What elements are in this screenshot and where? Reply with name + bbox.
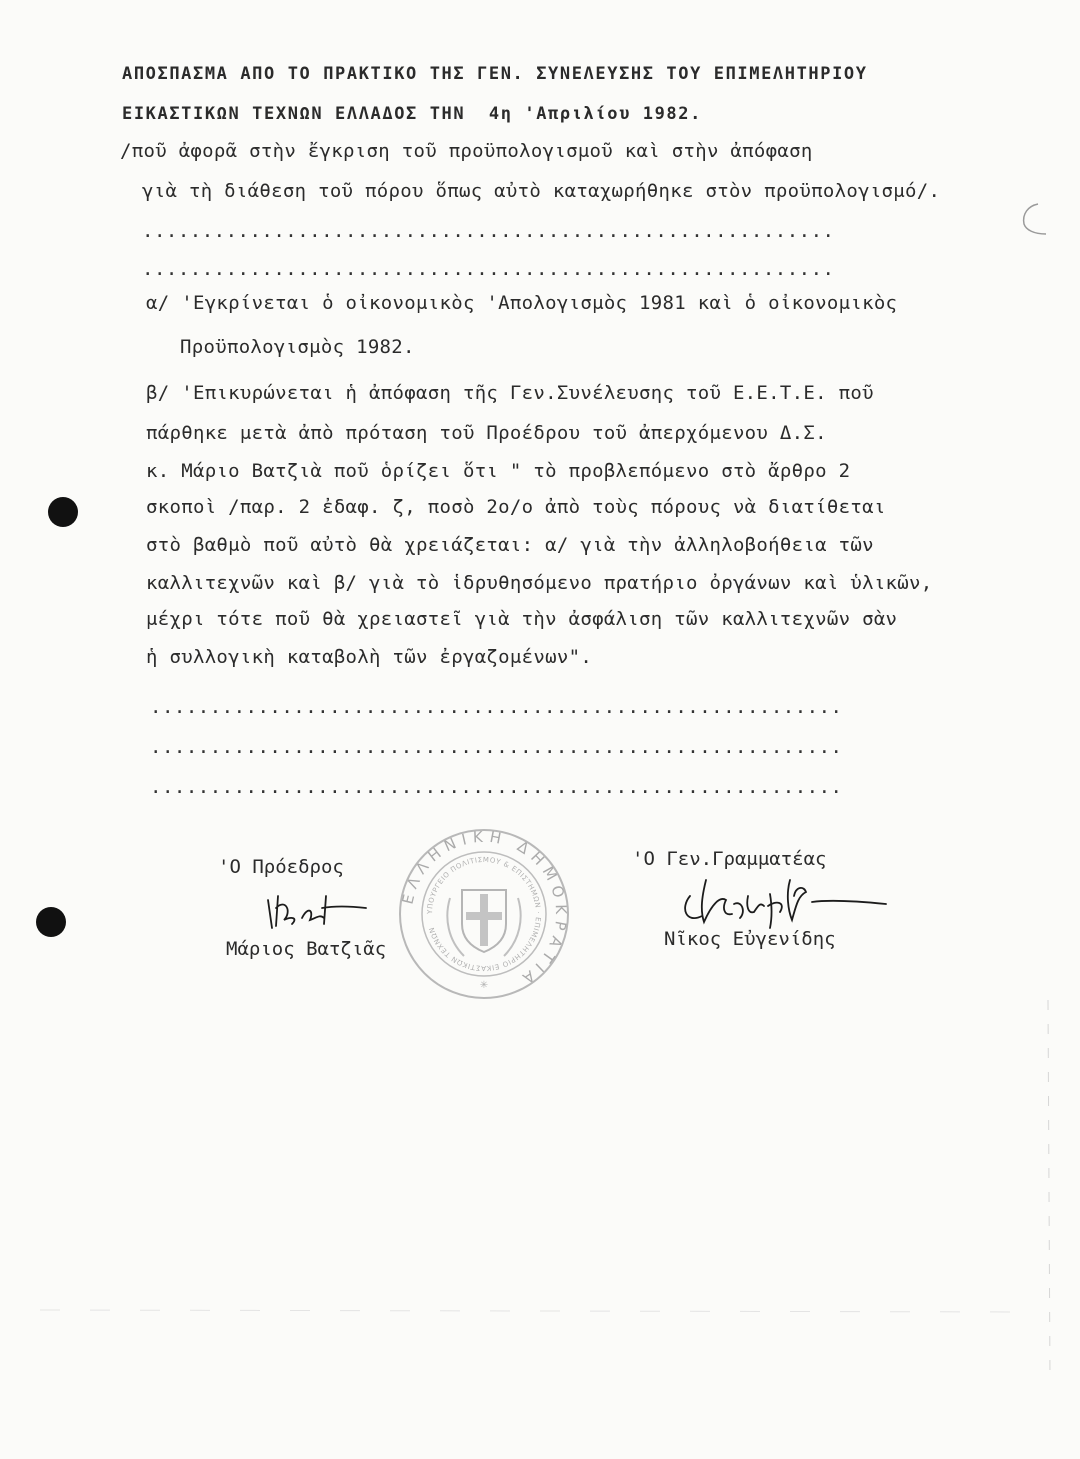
item-b-line-2: πάρθηκε μετὰ ἀπὸ πρόταση τοῦ Προέδρου τοῦ ἀπερχόμενου Δ.Σ. <box>146 422 827 444</box>
margin-mark <box>1040 1000 1060 1380</box>
president-name: Μάριος Βατζιᾶς <box>226 938 387 960</box>
punch-hole <box>48 497 78 527</box>
item-a-line-2: Προϋπολογισμὸς 1982. <box>180 336 415 358</box>
item-b-line-7: μέχρι τότε ποῦ θὰ χρειαστεῖ γιὰ τὴν ἀσφάλιση τῶν καλλιτεχνῶν σὰν <box>146 608 898 630</box>
header-line-1: ΑΠΟΣΠΑΣΜΑ ΑΠΟ ΤΟ ΠΡΑΚΤΙΚΟ ΤΗΣ ΓΕΝ. ΣΥΝΕΛΕΥΣΗΣ ΤΟΥ ΕΠΙΜΕΛΗΤΗΡΙΟΥ <box>122 64 868 84</box>
item-b-line-8: ἡ συλλογικὴ καταβολὴ τῶν ἐργαζομένων". <box>146 646 593 668</box>
margin-mark <box>1010 200 1050 240</box>
secretary-title: 'Ο Γεν.Γραμματέας <box>632 848 827 870</box>
item-b-line-6: καλλιτεχνῶν καὶ β/ γιὰ τὸ ἱδρυθησόμενο πρατήριο ὀργάνων καὶ ὑλικῶν, <box>146 572 933 594</box>
subject-line-1: /ποῦ ἀφορᾶ στὴν ἔγκριση τοῦ προϋπολογισμοῦ καὶ στὴν ἀπόφαση <box>120 140 813 162</box>
coat-of-arms-icon <box>447 890 520 956</box>
dotted-separator: .......................................................... <box>150 736 843 758</box>
secretary-name: Νῖκος Εὐγενίδης <box>664 928 836 950</box>
item-b-line-4: σκοποὶ /παρ. 2 ἐδαφ. ζ, ποσὸ 2ο/ο ἀπὸ τοὺς πόρους νὰ διατίθεται <box>146 496 886 518</box>
item-b-line-5: στὸ βαθμὸ ποῦ αὐτὸ θὰ χρειάζεται: α/ γιὰ τὴν ἀλληλοβοήθεια τῶν <box>146 534 874 556</box>
dotted-separator: .......................................................... <box>142 220 835 242</box>
dotted-separator: .......................................................... <box>142 258 835 280</box>
margin-mark <box>0 1300 1080 1320</box>
dotted-separator: .......................................................... <box>150 776 843 798</box>
president-signature <box>262 888 372 934</box>
star-icon: ✳ <box>479 980 489 991</box>
punch-hole <box>36 907 66 937</box>
dotted-separator: .......................................................... <box>150 696 843 718</box>
seal-inner-text: ΥΠΟΥΡΓΕΙΟ ΠΟΛΙΤΙΣΜΟΥ & ΕΠΙΣΤΗΜΩΝ · ΕΠΙΜΕΛΗΤΗΡΙΟ ΕΙΚΑΣΤΙΚΩΝ ΤΕΧΝΩΝ <box>425 855 543 973</box>
item-b-line-3: κ. Μάριο Βατζιὰ ποῦ ὁρίζει ὅτι " τὸ προβλεπόμενο στὸ ἄρθρο 2 <box>146 460 851 482</box>
secretary-signature <box>676 866 896 930</box>
item-b-line-1: β/ 'Επικυρώνεται ἡ ἀπόφαση τῆς Γεν.Συνέλευσης τοῦ Ε.Ε.Τ.Ε. ποῦ <box>146 382 874 404</box>
item-a-line-1: α/ 'Εγκρίνεται ὁ οἰκονομικὸς 'Απολογισμὸς 1981 καὶ ὁ οἰκονομικὸς <box>146 292 898 314</box>
president-title: 'Ο Πρόεδρος <box>218 856 344 878</box>
header-line-2: ΕΙΚΑΣΤΙΚΩΝ ΤΕΧΝΩΝ ΕΛΛΑΔΟΣ ΤΗΝ 4η 'Απριλίου 1982. <box>122 104 702 124</box>
subject-line-2: γιὰ τὴ διάθεση τοῦ πόρου ὅπως αὐτὸ καταχωρήθηκε στὸν προϋπολογισμό/. <box>142 180 941 202</box>
seal-outer-text: ΕΛΛΗΝΙΚΗ ΔΗΜΟΚΡΑΤΙΑ <box>398 828 570 991</box>
official-seal <box>398 828 570 1000</box>
